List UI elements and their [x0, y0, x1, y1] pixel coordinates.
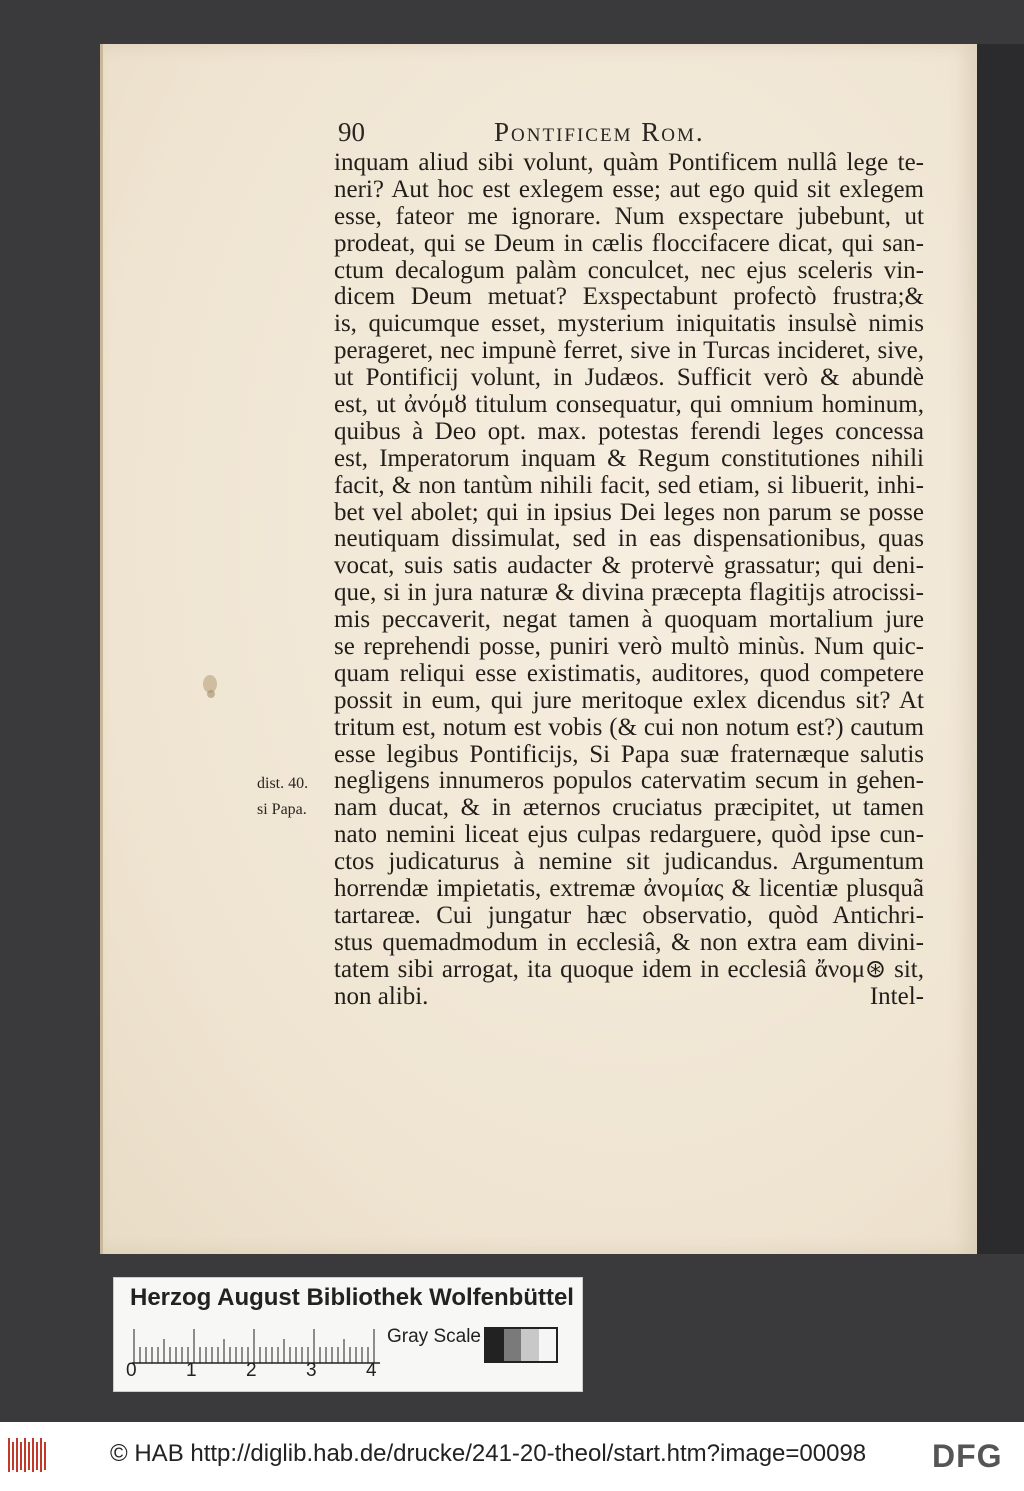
- logo-bar: [12, 1442, 14, 1470]
- text-line: mis peccaverit, negat tamen à quoquam mortalium jure: [334, 607, 924, 634]
- text-line: se reprehendi posse, puniri verò multò minùs. Num quic-: [334, 634, 924, 661]
- ruler-number: 1: [186, 1360, 197, 1381]
- logo-bar: [8, 1438, 10, 1472]
- text-line: ctum decalogum palàm conculcet, nec ejus sceleris vin-: [334, 257, 924, 284]
- text-line: perageret, nec impunè ferret, sive in Turcas incideret, sive,: [334, 338, 924, 365]
- logo-bar: [16, 1438, 18, 1472]
- body-text: [334, 150, 924, 1011]
- running-title: Pontificem Rom.: [494, 117, 705, 147]
- text-line: nam ducat, & in æternos cruciatus præcipitet, ut tamen: [334, 795, 924, 822]
- gray-scale-swatches: [484, 1327, 558, 1363]
- marginal-note-line-1: dist. 40.: [257, 775, 309, 792]
- text-line: possit in eum, qui jure meritoque exlex dicendus sit? At: [334, 687, 924, 714]
- text-line: tartareæ. Cui jungatur hæc observatio, quòd Antichri-: [334, 902, 924, 929]
- text-line: stus quemadmodum in ecclesiâ, & non extra eam divini-: [334, 929, 924, 956]
- text-line: inquam aliud sibi volunt, quàm Pontificem nullâ lege te-: [334, 150, 924, 176]
- logo-bar: [32, 1438, 34, 1472]
- color-calibration-card: [113, 1277, 583, 1392]
- footer-bar: [0, 1422, 1024, 1491]
- marginal-note: [257, 771, 308, 823]
- ruler-number: 2: [246, 1360, 257, 1381]
- text-line: tritum est, notum est vobis (& cui non notum est?) cautum: [334, 714, 924, 741]
- text-line: esse, fateor me ignorare. Num exspectare jubebunt, ut: [334, 203, 924, 230]
- ruler-number: 3: [306, 1360, 317, 1381]
- text-line: est, ut ἀνόμȣ titulum consequatur, qui omnium hominum,: [334, 392, 924, 419]
- ruler-numbers: [126, 1360, 386, 1384]
- text-line: quam reliqui esse existimatis, auditores, quod competere: [334, 660, 924, 687]
- dfg-logo: DFG: [932, 1438, 1003, 1474]
- gray-swatch: [521, 1329, 539, 1361]
- gray-swatch: [539, 1329, 557, 1361]
- gray-swatch: [486, 1329, 504, 1361]
- text-line: quibus à Deo opt. max. potestas ferendi leges concessa: [334, 418, 924, 445]
- gray-swatch: [504, 1329, 522, 1361]
- text-line: neri? Aut hoc est exlegem esse; aut ego quid sit exlegem: [334, 176, 924, 203]
- library-name: Herzog August Bibliothek Wolfenbüttel: [130, 1284, 574, 1311]
- text-line: is, quicumque esset, mysterium iniquitatis insulsè nimis: [334, 311, 924, 338]
- logo-bar: [44, 1442, 46, 1470]
- ruler-number: 4: [366, 1360, 377, 1381]
- text-line: nato nemini liceat ejus culpas redarguere, quòd ipse cun-: [334, 822, 924, 849]
- text-line: vocat, suis satis audacter & protervè grassatur; qui deni-: [334, 553, 924, 580]
- logo-bar: [20, 1442, 22, 1470]
- text-line: bet vel abolet; qui in ipsius Dei leges non parum se posse: [334, 499, 924, 526]
- page-number: 90: [338, 117, 365, 147]
- text-line: est, Imperatorum inquam & Regum constitutiones nihili: [334, 445, 924, 472]
- digitization-logo-icon: [6, 1436, 48, 1474]
- last-line: non alibi.: [334, 982, 429, 1010]
- text-line: tatem sibi arrogat, ita quoque idem in ecclesiâ ἄνομ⊛ sit,: [334, 956, 924, 983]
- running-head: [338, 117, 928, 147]
- ruler-scale: [132, 1328, 380, 1364]
- logo-bar: [36, 1442, 38, 1470]
- text-line: ctos judicaturus à nemine sit judicandus. Argumentum: [334, 849, 924, 876]
- text-line: neutiquam dissimulat, sed in eas dispensationibus, quas: [334, 526, 924, 553]
- gray-scale-label: Gray Scale: [387, 1326, 481, 1347]
- text-line: dicem Deum metuat? Exspectabunt profectò frustra;&: [334, 284, 924, 311]
- text-line: ut Pontificij volunt, in Judæos. Sufficit verò & abundè: [334, 365, 924, 392]
- ruler-number: 0: [126, 1360, 137, 1381]
- final-line-row: [334, 984, 924, 1011]
- text-line: facit, & non tantùm nihili facit, sed etiam, si libuerit, inhi-: [334, 472, 924, 499]
- catchword: Intel-: [869, 982, 924, 1010]
- text-line: prodeat, qui se Deum in cælis floccifacere dicat, qui san-: [334, 230, 924, 257]
- text-line: esse legibus Pontificijs, Si Papa suæ fraternæque salutis: [334, 741, 924, 768]
- paper-stain-small: [207, 690, 215, 698]
- logo-bar: [40, 1438, 42, 1472]
- logo-bar: [24, 1438, 26, 1472]
- logo-bar: [28, 1442, 30, 1470]
- page-edge-shadow: [974, 44, 1024, 1254]
- text-line: negligens innumeros populos catervatim secum in gehen-: [334, 768, 924, 795]
- footer-copyright-url[interactable]: © HAB http://diglib.hab.de/drucke/241-20-theol/start.htm?image=00098: [110, 1440, 867, 1467]
- text-line: horrendæ impietatis, extremæ ἀνομίας & licentiæ plusquã: [334, 876, 924, 903]
- marginal-note-line-2: si Papa.: [257, 801, 307, 818]
- text-line: que, si in jura naturæ & divina præcepta flagitijs atrocissi-: [334, 580, 924, 607]
